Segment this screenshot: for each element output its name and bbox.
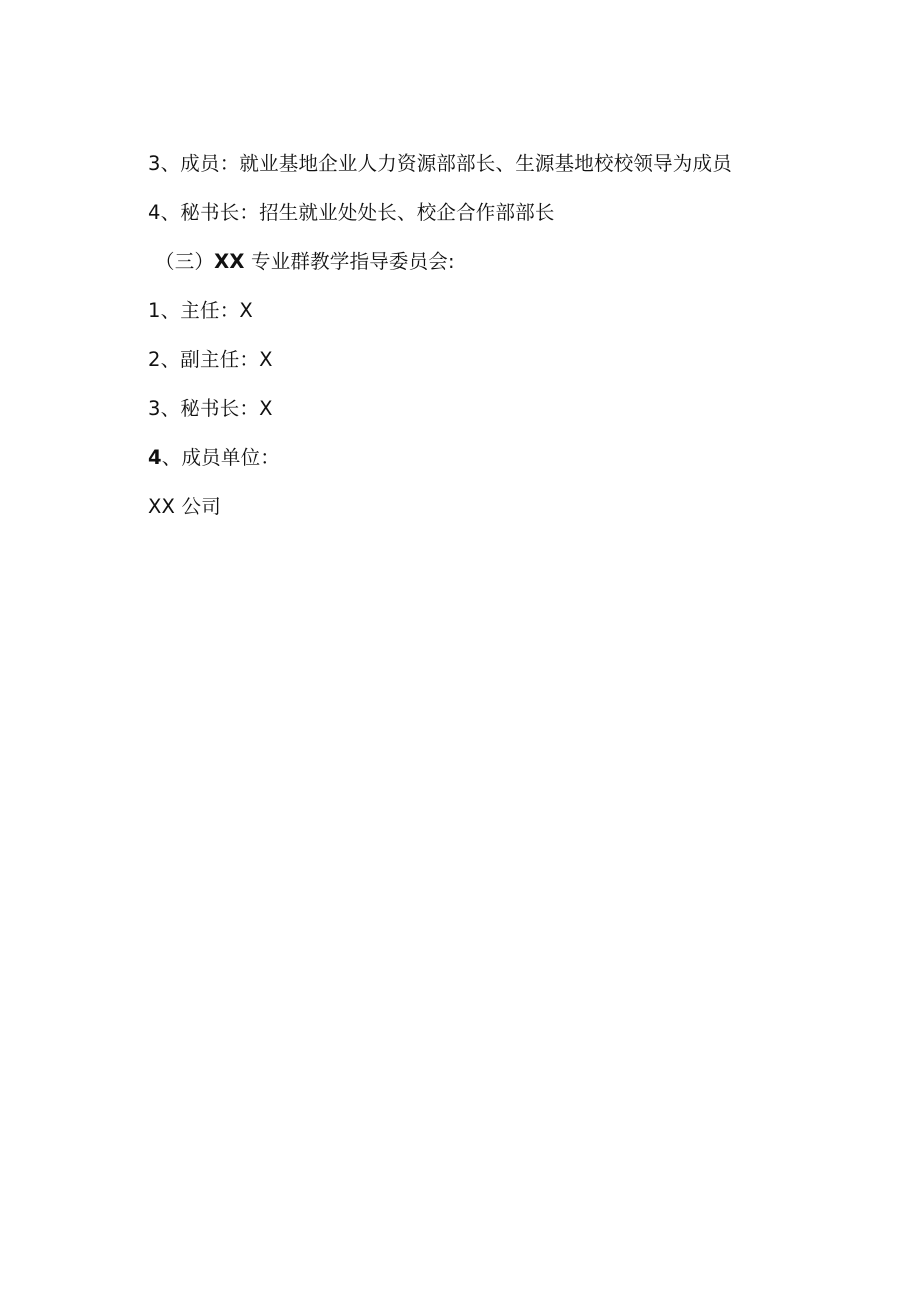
section-number: （三）	[155, 250, 215, 273]
company-line: XX 公司	[148, 495, 221, 518]
member-line: 3、成员：就业基地企业人力资源部部长、生源基地校校领导为成员	[148, 152, 732, 175]
section-heading-committee	[148, 244, 848, 293]
member-units-line	[148, 440, 848, 489]
secretary-line: 3、秘书长：X	[148, 397, 273, 420]
section-title: 专业群教学指导委员会:	[244, 250, 455, 273]
member-units-label: 、成员单位：	[161, 446, 280, 469]
deputy-director-line: 2、副主任：X	[148, 348, 273, 371]
section-code: XX	[214, 250, 245, 273]
secretary-general-line: 4、秘书长：招生就业处处长、校企合作部部长	[148, 201, 555, 224]
member-units-number: 4	[148, 446, 162, 469]
director-line: 1、主任：X	[148, 299, 253, 322]
document-body	[148, 146, 848, 538]
